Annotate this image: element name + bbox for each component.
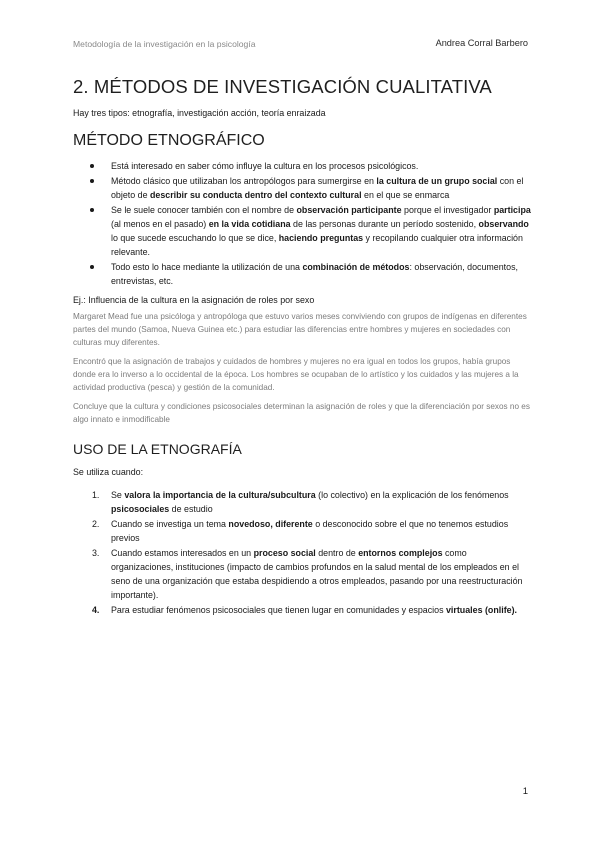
list-item: Está interesado en saber cómo influye la cultura en los procesos psicológicos. (111, 159, 531, 173)
list-number: 3. (92, 548, 100, 558)
header-author: Andrea Corral Barbero (435, 38, 528, 48)
list-item: 3. Cuando estamos interesados en un proceso social dentro de entornos complejos como organizaciones, instituciones (impacto de cambios profundos en la salud mental de los empleados en el seno de una organización que estaba despidiendo a otros empleados, pasando por una reestructuración importante). (92, 548, 523, 600)
page-number: 1 (522, 786, 528, 797)
section-heading-metodo-etnografico: MÉTODO ETNOGRÁFICO (73, 132, 265, 149)
list-item: Todo esto lo hace mediante la utilización de una combinación de métodos: observación, documentos, entrevistas, etc. (111, 260, 531, 288)
list-number: 1. (92, 490, 100, 500)
page-title: 2. MÉTODOS DE INVESTIGACIÓN CUALITATIVA (73, 76, 492, 97)
uses-list (73, 488, 531, 617)
list-item: 2. Cuando se investiga un tema novedoso, diferente o desconocido sobre el que no tenemos estudios previos (92, 519, 509, 543)
example-paragraph: Concluye que la cultura y condiciones psicosociales determinan la asignación de roles y que la diferenciación por sexos no es algo innato e inmodificable (73, 402, 530, 424)
example-title: Ej.: Influencia de la cultura en la asignación de roles por sexo (73, 295, 315, 305)
ethnographic-method-list (73, 159, 531, 288)
list-number: 2. (92, 519, 100, 529)
list-number: 4. (92, 605, 100, 615)
section-heading-uso-etnografia: USO DE LA ETNOGRAFÍA (73, 441, 242, 457)
intro-text: Hay tres tipos: etnografía, investigación acción, teoría enraizada (73, 108, 326, 118)
bullet-icon (90, 179, 94, 183)
example-paragraph: Margaret Mead fue una psicóloga y antropóloga que estuvo varios meses conviviendo con grupos de indígenas en diferentes partes del mundo (Samoa, Nueva Guinea etc.) para estudiar las diferencias entre hombres y mujeres en sociedades con culturas muy diferentes. (73, 312, 527, 347)
example-paragraph: Encontró que la asignación de trabajos y cuidados de hombres y mujeres no era igual en todos los grupos, había grupos donde era lo inverso a lo occidental de la época. Los hombres se ocupaban de lo artístico y los cuidados y las mujeres a la actividad productiva (pesca) y gestión de la comunidad. (73, 357, 519, 392)
page-content (73, 75, 531, 618)
list-item: Se le suele conocer también con el nombre de observación participante porque el investigador participa (al menos en el pasado) en la vida cotidiana de las personas durante un período sostenido, observando lo que sucede escuchando lo que se dice, haciendo preguntas y recopilando cualquier otra información relevante. (111, 203, 531, 259)
uses-intro-text: Se utiliza cuando: (73, 467, 144, 477)
list-item: 1. Se valora la importancia de la cultura/subcultura (lo colectivo) en la explicación de los fenómenos psicosociales de estudio (92, 490, 509, 514)
list-item: 4. Para estudiar fenómenos psicosociales que tienen lugar en comunidades y espacios virtuales (onlife). (92, 605, 518, 615)
bullet-icon (90, 164, 94, 168)
bullet-icon (90, 208, 94, 212)
bullet-icon (90, 265, 94, 269)
list-item: Método clásico que utilizaban los antropólogos para sumergirse en la cultura de un grupo social con el objeto de describir su conducta dentro del contexto cultural en el que se enmarca (111, 174, 531, 202)
header-course-title: Metodología de la investigación en la psicología (73, 39, 256, 49)
